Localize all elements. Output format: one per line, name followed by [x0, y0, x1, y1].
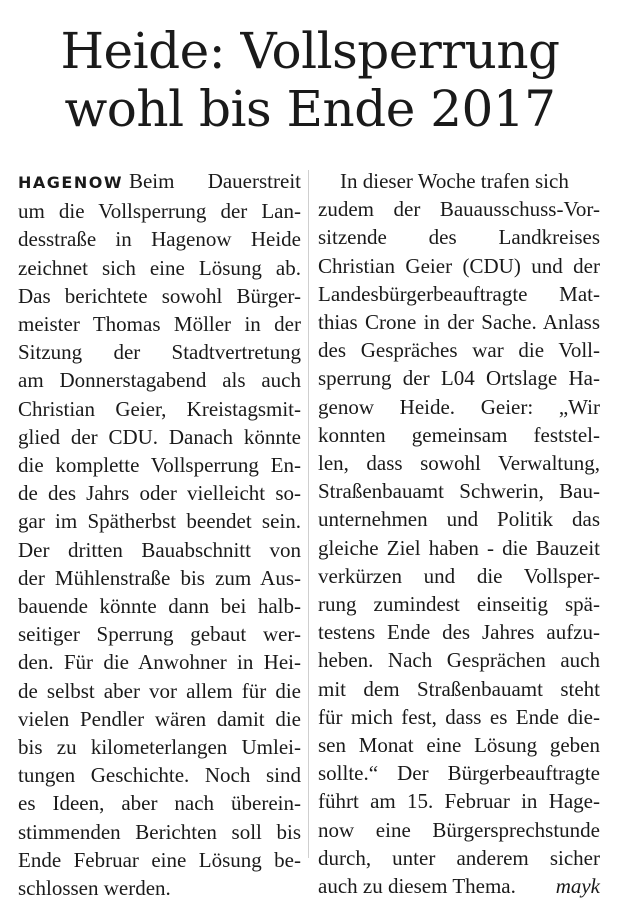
text-line: vielen Pendler wären damit die: [18, 706, 301, 731]
dateline: HAGENOW: [18, 173, 123, 192]
text-line: now eine Bürgersprechstunde: [318, 817, 600, 842]
text-line: der Mühlenstraße bis zum Aus-: [18, 565, 301, 590]
text-line: tungen Geschichte. Noch sind: [18, 763, 301, 788]
text-line: mit dem Straßenbauamt steht: [318, 676, 600, 701]
text-line: am Donnerstagabend als auch: [18, 368, 301, 393]
text-line: [318, 872, 600, 900]
text-line: führt am 15. Februar in Hage-: [318, 789, 600, 814]
text-line: glied der CDU. Danach könnte: [18, 424, 301, 449]
text-line: gar im Spätherbst beendet sein.: [18, 509, 301, 534]
text-line: sperrung der L04 Ortslage Ha-: [318, 366, 600, 391]
text-line: bauende könnte dann bei halb-: [18, 594, 301, 619]
text-line: zeichnet sich eine Lösung ab.: [18, 255, 301, 280]
text-line: Landesbürgerbeauftragte Mat-: [318, 281, 600, 306]
text-line: testens Ende des Jahres aufzu-: [318, 620, 600, 645]
text-line: meister Thomas Möller in der: [18, 312, 301, 337]
text-line: sollte.“ Der Bürgerbeauftragte: [318, 761, 600, 786]
text-line: sitzende des Landkreises: [318, 225, 600, 250]
text-line: die komplette Vollsperrung En-: [18, 453, 301, 478]
text-line: bis zu kilometerlangen Umlei-: [18, 735, 301, 760]
text-line: den. Für die Anwohner in Hei-: [18, 650, 301, 675]
headline: [0, 22, 620, 138]
text-line: de selbst aber vor allem für die: [18, 678, 301, 703]
text-line: Christian Geier (CDU) und der: [318, 253, 600, 278]
text-line: verkürzen und die Vollsper-: [318, 563, 600, 588]
headline-line-2: wohl bis Ende 2017: [64, 80, 556, 138]
headline-line-1: Heide: Vollsperrung: [60, 22, 560, 80]
text-line: len, dass sowohl Verwaltung,: [318, 451, 600, 476]
text-line: desstraße in Hagenow Heide: [18, 227, 301, 252]
text-line: um die Vollsperrung der Lan-: [18, 199, 301, 224]
article-column-left: [18, 167, 301, 902]
author-byline: mayk: [555, 874, 600, 899]
text-line: unternehmen und Politik das: [318, 507, 600, 532]
text-line: es Ideen, aber nach überein-: [18, 791, 301, 816]
text-line: des Gespräches war die Voll-: [318, 338, 600, 363]
text-line: sen Monat eine Lösung geben: [318, 733, 600, 758]
text-line-content: auch zu diesem Thema.: [318, 874, 516, 899]
text-line: durch, unter anderem sicher: [318, 845, 600, 870]
text-line: heben. Nach Gesprächen auch: [318, 648, 600, 673]
text-line: genow Heide. Geier: „Wir: [318, 394, 600, 419]
text-line: Straßenbauamt Schwerin, Bau-: [318, 479, 600, 504]
text-line: für mich fest, dass es Ende die-: [318, 704, 600, 729]
text-line: zudem der Bauausschuss-Vor-: [318, 197, 600, 222]
text-line: Das berichtete sowohl Bürger-: [18, 283, 301, 308]
text-line: thias Crone in der Sache. Anlass: [318, 310, 600, 335]
text-line: stimmenden Berichten soll bis: [18, 819, 301, 844]
text-line: konnten gemeinsam feststel-: [318, 422, 600, 447]
text-line: [18, 167, 301, 197]
text-line: Sitzung der Stadtvertretung: [18, 340, 301, 365]
text-line: seitiger Sperrung gebaut wer-: [18, 622, 301, 647]
text-line: Der dritten Bauabschnitt von: [18, 537, 301, 562]
column-divider: [308, 170, 309, 858]
text-line: de des Jahrs oder vielleicht so-: [18, 481, 301, 506]
text-line: Ende Februar eine Lösung be-: [18, 847, 301, 872]
text-line: rung zumindest einseitig spä-: [318, 592, 600, 617]
text-line: Christian Geier, Kreistagsmit-: [18, 396, 301, 421]
text-line: schlossen werden.: [18, 876, 171, 901]
text-line: In dieser Woche trafen sich: [340, 169, 569, 193]
text-line-content: Beim Dauerstreit: [128, 169, 301, 193]
text-line: gleiche Ziel haben - die Bauzeit: [318, 535, 600, 560]
article-column-right: [318, 167, 600, 900]
